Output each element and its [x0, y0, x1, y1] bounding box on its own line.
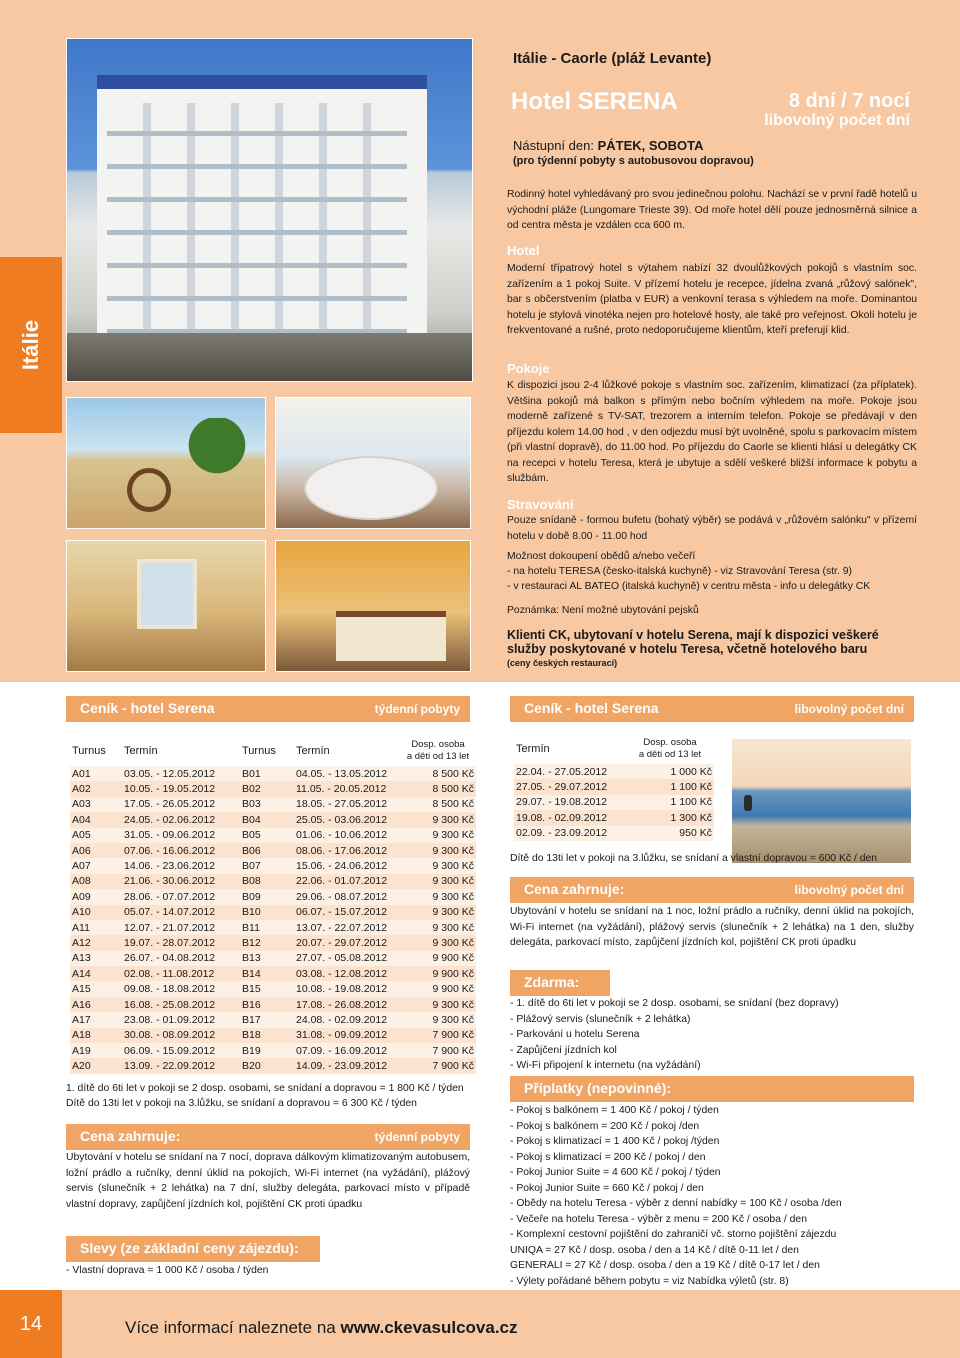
weekly-note-child13: Dítě do 13ti let v pokoji na 3.lůžku, se snídaní a dopravou = 6 300 Kč / týden — [66, 1097, 417, 1109]
pets-note: Poznámka: Není možné ubytování pejsků — [507, 605, 699, 616]
duration — [764, 90, 910, 130]
table-cell: 7 900 Kč — [400, 1043, 476, 1058]
hotel-name: Hotel SERENA — [511, 88, 678, 115]
table-cell: 07.06. - 16.06.2012 — [122, 843, 240, 858]
table-row — [70, 874, 476, 889]
table-cell: 09.08. - 18.08.2012 — [122, 981, 240, 996]
table-cell: A12 — [70, 935, 122, 950]
daily-included-text: Ubytování v hotelu se snídaní na 1 noc, ložní prádlo a ručníky, denní úklid na pokojích, Wi-Fi internet (na vyžádání), plážový servis (slunečník + 2 lehátka) na 1 den, služby delegáta, parkovací místo, zapůjčení jízdních kol, pojištění CK proti úpadku — [510, 906, 914, 948]
table-cell: 9 900 Kč — [400, 951, 476, 966]
table-cell: A19 — [70, 1043, 122, 1058]
table-cell: B01 — [240, 766, 294, 781]
table-cell: 20.07. - 29.07.2012 — [294, 935, 400, 950]
footer-label: Více informací naleznete na — [125, 1318, 341, 1337]
table-cell: A13 — [70, 951, 122, 966]
table-cell: 05.07. - 14.07.2012 — [122, 905, 240, 920]
table-cell: 13.07. - 22.07.2012 — [294, 920, 400, 935]
col-turnus: Turnus — [72, 745, 106, 757]
list-item: - Výlety pořádané během pobytu = viz Nabídka výletů (str. 8) — [510, 1275, 789, 1287]
list-item: - Pokoj s klimatizací = 200 Kč / pokoj / den — [510, 1151, 706, 1163]
table-cell: 7 900 Kč — [400, 1058, 476, 1073]
sea-photo — [731, 738, 912, 864]
table-cell: A15 — [70, 981, 122, 996]
table-cell: 14.06. - 23.06.2012 — [122, 858, 240, 873]
list-item: - Pokoj Junior Suite = 660 Kč / pokoj / den — [510, 1182, 704, 1194]
list-item: - Pokoj Junior Suite = 4 600 Kč / pokoj / týden — [510, 1167, 721, 1178]
weekly-price-bar — [66, 696, 470, 722]
departure-value: PÁTEK, SOBOTA — [597, 138, 704, 153]
table-cell: 26.07. - 04.08.2012 — [122, 951, 240, 966]
table-cell: B16 — [240, 997, 294, 1012]
daily-included-title: Cena zahrnuje: — [524, 881, 625, 897]
list-item: - Plážový servis (slunečník + 2 lehátka) — [510, 1013, 691, 1025]
table-cell: 9 300 Kč — [400, 843, 476, 858]
table-row — [70, 797, 476, 812]
table-cell: 8 500 Kč — [400, 766, 476, 781]
breakfast-photo — [275, 397, 471, 529]
table-cell: 9 300 Kč — [400, 858, 476, 873]
daily-included-bar — [510, 877, 914, 903]
table-cell: A20 — [70, 1058, 122, 1073]
departure-label: Nástupní den: — [513, 138, 598, 153]
side-label: Itálie — [18, 319, 43, 371]
table-row — [70, 981, 476, 996]
table-cell: 17.05. - 26.05.2012 — [122, 797, 240, 812]
free-title: Zdarma: — [524, 974, 580, 990]
table-cell: 02.08. - 11.08.2012 — [122, 966, 240, 981]
table-cell: 1 300 Kč — [626, 810, 714, 825]
table-cell: B15 — [240, 981, 294, 996]
table-cell: 8 500 Kč — [400, 797, 476, 812]
daily-price-table — [514, 734, 714, 841]
table-cell: A14 — [70, 966, 122, 981]
departure — [513, 138, 704, 153]
table-cell: A17 — [70, 1012, 122, 1027]
table-cell: 7 900 Kč — [400, 1028, 476, 1043]
table-cell: 25.05. - 03.06.2012 — [294, 812, 400, 827]
boarding-extra-line: Možnost dokoupení obědů a/nebo večeří — [507, 551, 696, 562]
table-cell: 21.06. - 30.06.2012 — [122, 874, 240, 889]
free-bar — [510, 970, 610, 996]
table-row — [70, 812, 476, 827]
table-cell: B20 — [240, 1058, 294, 1073]
table-cell: B05 — [240, 828, 294, 843]
table-cell: A03 — [70, 797, 122, 812]
table-cell: 02.09. - 23.09.2012 — [514, 826, 626, 841]
table-cell: A07 — [70, 858, 122, 873]
table-cell: 27.05. - 29.07.2012 — [514, 779, 626, 794]
table-cell: B03 — [240, 797, 294, 812]
table-cell: A18 — [70, 1028, 122, 1043]
table-cell: B07 — [240, 858, 294, 873]
table-cell: 8 500 Kč — [400, 781, 476, 796]
table-cell: 9 300 Kč — [400, 905, 476, 920]
boarding-text: Pouze snídaně - formou bufetu (bohatý výběr) se podává v „růžovém salónku" v přízemí hotelu v době 8.00 - 11.00 hod — [507, 515, 917, 542]
footer-link[interactable]: www.ckevasulcova.cz — [340, 1318, 518, 1337]
klienti-subnote: (ceny českých restaurací) — [507, 658, 618, 668]
table-row — [70, 1058, 476, 1073]
room-photo-1 — [66, 540, 266, 672]
table-row — [70, 1012, 476, 1027]
extras-bar — [510, 1076, 914, 1102]
table-row — [514, 826, 714, 841]
list-item: - Komplexní cestovní pojištění do zahraničí vč. storno pojištění zájezdu — [510, 1229, 837, 1240]
footer-text — [125, 1318, 518, 1338]
table-cell: 950 Kč — [626, 826, 714, 841]
table-cell: 11.05. - 20.05.2012 — [294, 781, 400, 796]
discount-bar — [66, 1236, 320, 1262]
table-cell: 18.05. - 27.05.2012 — [294, 797, 400, 812]
table-row — [70, 843, 476, 858]
list-item: - Pokoj s klimatizací = 1 400 Kč / pokoj /týden — [510, 1136, 720, 1147]
daily-price-tag: libovolný počet dní — [794, 702, 904, 716]
table-cell: 1 000 Kč — [626, 764, 714, 779]
table-cell: 27.07. - 05.08.2012 — [294, 951, 400, 966]
table-cell: A06 — [70, 843, 122, 858]
table-row — [70, 828, 476, 843]
table-cell: 9 300 Kč — [400, 828, 476, 843]
col-termin: Termín — [124, 745, 158, 757]
weekly-included-text: Ubytování v hotelu se snídaní na 7 nocí, doprava dálkovým klimatizovaným autobusem, ložní prádlo a ručníky, denní úklid na pokojích, Wi-Fi internet (na vyžádání), plážový servis (slunečník + 2 lehátka) na 7 dní, služby delegáta, parkovací místo v případě vlastní dopravy, zapůjčení jízdních kol, pojištění CK proti úpadku — [66, 1152, 470, 1210]
table-row — [514, 810, 714, 825]
table-row — [70, 858, 476, 873]
weekly-note-child6: 1. dítě do 6ti let v pokoji se 2 dosp. osobami, se snídaní a dopravou = 1 800 Kč / týden — [66, 1083, 464, 1094]
table-cell: 31.08. - 09.09.2012 — [294, 1028, 400, 1043]
list-item: - Wi-Fi připojení k internetu (na vyžádání) — [510, 1060, 701, 1071]
free-list — [510, 996, 839, 1074]
table-row — [70, 1043, 476, 1058]
table-cell: 30.08. - 08.09.2012 — [122, 1028, 240, 1043]
table-cell: 29.07. - 19.08.2012 — [514, 795, 626, 810]
weekly-price-title: Ceník - hotel Serena — [80, 700, 215, 716]
table-row — [70, 781, 476, 796]
col-turnus-b: Turnus — [242, 745, 276, 757]
table-row — [70, 966, 476, 981]
table-cell: A02 — [70, 781, 122, 796]
daily-included-tag: libovolný počet dní — [794, 883, 904, 897]
duration-any: libovolný počet dní — [764, 112, 910, 129]
discount-text: - Vlastní doprava = 1 000 Kč / osoba / týden — [66, 1265, 269, 1276]
table-cell: B17 — [240, 1012, 294, 1027]
table-cell: B19 — [240, 1043, 294, 1058]
table-row — [514, 764, 714, 779]
boarding-extra-line: - v restauraci AL BATEO (italská kuchyně) v centru města - info u delegátky CK — [507, 581, 871, 592]
table-cell: B06 — [240, 843, 294, 858]
daily-child-note: Dítě do 13ti let v pokoji na 3.lůžku, se snídaní a vlastní dopravou = 600 Kč / den — [510, 853, 878, 864]
rooms-heading: Pokoje — [507, 361, 550, 376]
weekly-included-title: Cena zahrnuje: — [80, 1128, 181, 1144]
table-cell: B13 — [240, 951, 294, 966]
table-cell: 07.09. - 16.09.2012 — [294, 1043, 400, 1058]
list-item: - 1. dítě do 6ti let v pokoji se 2 dosp. osobami, se snídaní (bez dopravy) — [510, 998, 839, 1009]
table-cell: A09 — [70, 889, 122, 904]
table-cell: A10 — [70, 905, 122, 920]
table-cell: B09 — [240, 889, 294, 904]
boarding-extra — [507, 549, 870, 594]
table-cell: 1 100 Kč — [626, 779, 714, 794]
table-cell: 03.08. - 12.08.2012 — [294, 966, 400, 981]
table-cell: B10 — [240, 905, 294, 920]
table-row — [514, 795, 714, 810]
table-cell: 19.08. - 02.09.2012 — [514, 810, 626, 825]
table-cell: 1 100 Kč — [626, 795, 714, 810]
table-cell: 22.06. - 01.07.2012 — [294, 874, 400, 889]
rooms-text: K dispozici jsou 2-4 lůžkové pokoje s vlastním soc. zařízením, klimatizací (za příplatek). Většina pokojů má balkon s přímým nebo bočním výhledem na moře. Pokoje jsou moderně zařízené s TV-SAT, trezorem a interním telefon. Pokoje se předávají v den příjezdu kolem 14.00 hod , v den odjezdu musí být uvolněné, spolu s parkovacím místem (při vlastní dopravě), do 11.00 hod. Po příjezdu do Caorle se klienti hlásí u delegátky CK na recepci v hotelu Teresa, která je ubytuje a sdělí veškeré bližší informace k pobytu a službám. — [507, 380, 917, 484]
extras-list — [510, 1103, 842, 1289]
table-cell: 28.06. - 07.07.2012 — [122, 889, 240, 904]
table-cell: 9 300 Kč — [400, 812, 476, 827]
table-row — [70, 766, 476, 781]
table-cell: B12 — [240, 935, 294, 950]
table-cell: 9 900 Kč — [400, 966, 476, 981]
list-item: - Pokoj s balkónem = 1 400 Kč / pokoj / týden — [510, 1105, 719, 1116]
hotel-photo — [66, 38, 473, 382]
weekly-price-table — [70, 736, 476, 1074]
table-cell: 12.07. - 21.07.2012 — [122, 920, 240, 935]
table-cell: 9 300 Kč — [400, 920, 476, 935]
table-row — [70, 920, 476, 935]
table-cell: B14 — [240, 966, 294, 981]
table-cell: 29.06. - 08.07.2012 — [294, 889, 400, 904]
table-cell: 03.05. - 12.05.2012 — [122, 766, 240, 781]
table-cell: 31.05. - 09.06.2012 — [122, 828, 240, 843]
table-cell: 06.07. - 15.07.2012 — [294, 905, 400, 920]
table-cell: B04 — [240, 812, 294, 827]
table-cell: 10.08. - 19.08.2012 — [294, 981, 400, 996]
table-row — [70, 997, 476, 1012]
table-cell: 10.05. - 19.05.2012 — [122, 781, 240, 796]
table-cell: B08 — [240, 874, 294, 889]
discount-title: Slevy (ze základní ceny zájezdu): — [80, 1240, 299, 1256]
table-row — [70, 935, 476, 950]
table-cell: A01 — [70, 766, 122, 781]
table-cell: 24.05. - 02.06.2012 — [122, 812, 240, 827]
table-cell: 06.09. - 15.09.2012 — [122, 1043, 240, 1058]
table-row — [514, 779, 714, 794]
list-item: - Parkování u hotelu Serena — [510, 1029, 640, 1040]
table-cell: 08.06. - 17.06.2012 — [294, 843, 400, 858]
table-cell: A11 — [70, 920, 122, 935]
daily-col-price: Dosp. osoba a děti od 13 let — [638, 737, 702, 760]
table-cell: 01.06. - 10.06.2012 — [294, 828, 400, 843]
daily-price-bar — [510, 696, 914, 722]
table-cell: B18 — [240, 1028, 294, 1043]
klienti-note: Klienti CK, ubytovaní v hotelu Serena, mají k dispozici veškeré služby poskytované v hotelu Teresa, včetně hotelového baru — [507, 628, 879, 656]
daily-col-termin: Termín — [516, 743, 550, 755]
table-cell: 9 300 Kč — [400, 997, 476, 1012]
list-item: - Zapůjčení jízdních kol — [510, 1044, 617, 1056]
col-termin-b: Termín — [296, 745, 330, 757]
table-cell: 17.08. - 26.08.2012 — [294, 997, 400, 1012]
table-cell: A08 — [70, 874, 122, 889]
room-photo-2 — [275, 540, 471, 672]
list-item: UNIQA = 27 Kč / dosp. osoba / den a 14 Kč / dítě 0-11 let / den — [510, 1244, 799, 1256]
boarding-heading: Stravování — [507, 497, 574, 512]
hotel-heading: Hotel — [507, 243, 540, 258]
table-cell: 16.08. - 25.08.2012 — [122, 997, 240, 1012]
col-price: Dosp. osoba a děti od 13 let — [406, 739, 470, 762]
table-cell: 9 900 Kč — [400, 981, 476, 996]
side-tab — [0, 257, 62, 433]
weekly-notes — [66, 1082, 464, 1111]
table-cell: 04.05. - 13.05.2012 — [294, 766, 400, 781]
list-item: - Obědy na hotelu Teresa - výběr z denní nabídky = 100 Kč / osoba /den — [510, 1198, 842, 1209]
table-cell: A16 — [70, 997, 122, 1012]
page-number: 14 — [0, 1290, 62, 1358]
table-cell: 9 300 Kč — [400, 889, 476, 904]
extras-title: Příplatky (nepovinné): — [524, 1080, 672, 1096]
table-cell: B11 — [240, 920, 294, 935]
weekly-included-bar — [66, 1124, 470, 1150]
beach-terrace-photo — [66, 397, 266, 529]
departure-note: (pro týdenní pobyty s autobusovou dopravou) — [513, 155, 754, 167]
table-cell: 24.08. - 02.09.2012 — [294, 1012, 400, 1027]
table-cell: 22.04. - 27.05.2012 — [514, 764, 626, 779]
duration-days: 8 dní / 7 nocí — [788, 90, 910, 112]
table-cell: A04 — [70, 812, 122, 827]
daily-price-title: Ceník - hotel Serena — [524, 700, 659, 716]
table-row — [70, 951, 476, 966]
table-cell: 23.08. - 01.09.2012 — [122, 1012, 240, 1027]
list-item: - Večeře na hotelu Teresa - výběr z menu = 200 Kč / osoba / den — [510, 1213, 807, 1225]
table-cell: 13.09. - 22.09.2012 — [122, 1058, 240, 1073]
table-cell: 9 300 Kč — [400, 874, 476, 889]
boarding-extra-line: - na hotelu TERESA (česko-italská kuchyně) - viz Stravování Teresa (str. 9) — [507, 566, 852, 577]
table-cell: A05 — [70, 828, 122, 843]
table-cell: 19.07. - 28.07.2012 — [122, 935, 240, 950]
region-title: Itálie - Caorle (pláž Levante) — [513, 50, 712, 67]
hotel-text: Moderní třípatrový hotel s výtahem nabízí 32 dvoulůžkových pokojů s vlastním soc. zařízením a 1 pokoj Suite. V přízemí hotelu je recepce, jídelna zvaná „růžový salónek", bar s občerstvením (platba v EUR) a venkovní terasa s výhledem na moře. Dominantou hotelu je stylová vinotéka nejen pro hotelové hosty, ale také pro veřejnost. Okolí hotelu je frekventované a rušné, proto nedoporučujeme klientům, kteří preferují klid. — [507, 263, 917, 336]
table-cell: 14.09. - 23.09.2012 — [294, 1058, 400, 1073]
list-item: - Pokoj s balkónem = 200 Kč / pokoj /den — [510, 1120, 700, 1132]
table-cell: 15.06. - 24.06.2012 — [294, 858, 400, 873]
table-row — [70, 905, 476, 920]
intro-text: Rodinný hotel vyhledávaný pro svou jedinečnou polohu. Nachází se v první řadě hotelů u východní pláže (Lungomare Trieste 39). Od moře hotel dělí pouze jednosměrná silnice a od centra města je vzdálen cca 600 m. — [507, 189, 917, 231]
table-cell: 9 300 Kč — [400, 935, 476, 950]
table-row — [70, 1028, 476, 1043]
table-cell: B02 — [240, 781, 294, 796]
weekly-included-tag: týdenní pobyty — [374, 1130, 460, 1144]
weekly-price-tag: týdenní pobyty — [374, 702, 460, 716]
table-row — [70, 889, 476, 904]
table-cell: 9 300 Kč — [400, 1012, 476, 1027]
list-item: GENERALI = 27 Kč / dosp. osoba / den a 19 Kč / dítě 0-17 let / den — [510, 1260, 820, 1271]
